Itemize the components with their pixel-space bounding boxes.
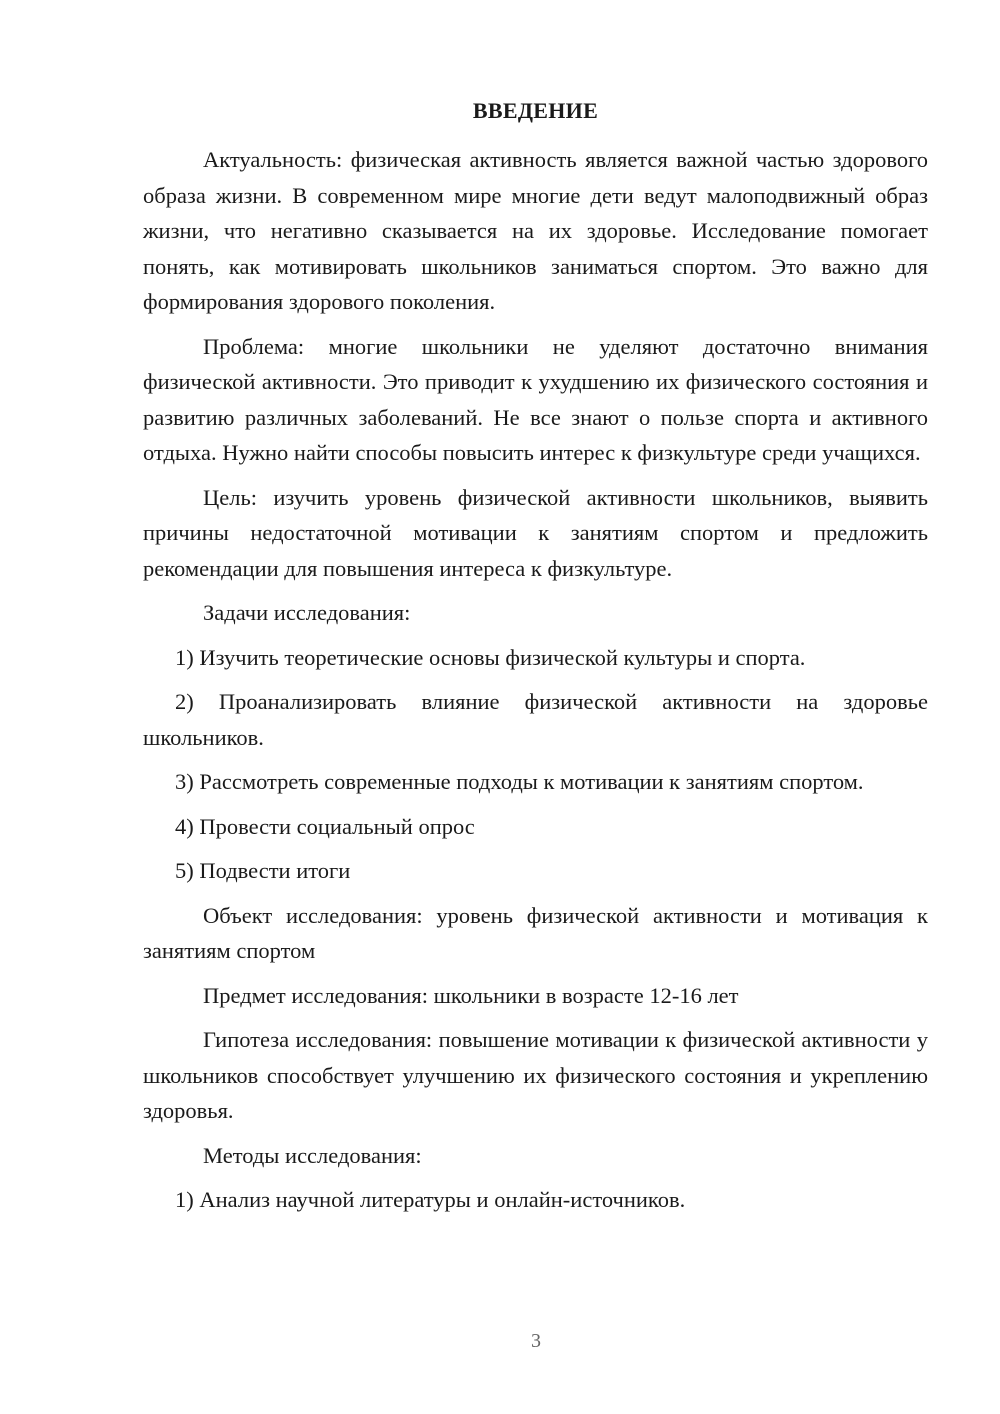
relevance-paragraph: Актуальность: физическая активность является важной частью здорового образа жизни. В современном мире многие дети ведут малоподвижный образ жизни, что негативно сказывается на их здоровье. Исследование помогает понять, как мотивировать школьников заниматься спортом. Это важно для формирования здорового поколения. bbox=[143, 147, 928, 314]
task-item-4: 4) Провести социальный опрос bbox=[175, 813, 475, 839]
task-item-2: 2) Проанализировать влияние физической активности на здоровье школьников. bbox=[143, 689, 928, 750]
document-page bbox=[143, 96, 928, 1227]
goal-paragraph: Цель: изучить уровень физической активности школьников, выявить причины недостаточной мотивации к занятиям спортом и предложить рекомендации для повышения интереса к физкультуре. bbox=[143, 484, 928, 581]
problem-paragraph: Проблема: многие школьники не уделяют достаточно внимания физической активности. Это приводит к ухудшению их физического состояния и развитию различных заболеваний. Не все знают о пользе спорта и активного отдыха. Нужно найти способы повысить интерес к физкультуре среди учащихся. bbox=[143, 333, 928, 465]
method-item-1: 1) Анализ научной литературы и онлайн-источников. bbox=[175, 1187, 686, 1212]
task-item-1: 1) Изучить теоретические основы физической культуры и спорта. bbox=[175, 644, 806, 670]
task-item-3: 3) Рассмотреть современные подходы к мотивации к занятиям спортом. bbox=[175, 769, 864, 794]
methods-heading: Методы исследования: bbox=[203, 1142, 422, 1168]
hypothesis-paragraph: Гипотеза исследования: повышение мотивации к физической активности у школьников способствует улучшению их физического состояния и укреплению здоровья. bbox=[143, 1027, 928, 1123]
section-heading: ВВЕДЕНИЕ bbox=[472, 98, 599, 123]
subject-paragraph: Предмет исследования: школьники в возрасте 12-16 лет bbox=[203, 982, 739, 1008]
tasks-heading: Задачи исследования: bbox=[203, 600, 411, 625]
task-item-5: 5) Подвести итоги bbox=[175, 858, 351, 883]
page-number: 3 bbox=[531, 1330, 541, 1352]
object-paragraph: Объект исследования: уровень физической активности и мотивация к занятиям спортом bbox=[143, 902, 928, 963]
